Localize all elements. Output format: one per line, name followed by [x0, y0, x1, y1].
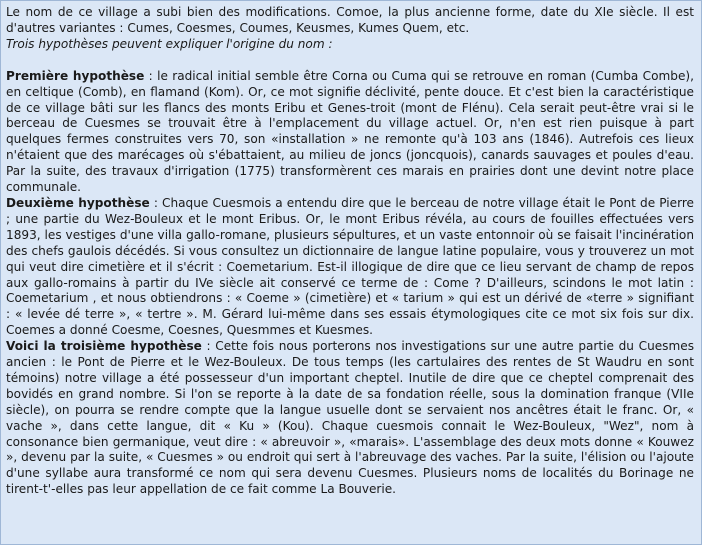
- hypothesis-3-title: Voici la troisième hypothèse: [6, 339, 202, 354]
- hypothesis-1-title: Première hypothèse: [6, 68, 145, 83]
- hypothesis-1-text: : le radical initial semble être Corna ou Cuma qui se retrouve en roman (Cumba Combe), en celtique (Comb), en flamand (Kom). Or, ce mot signifie déclivité, pente douce. Et c'est bien la caractéristique de ce village bâti sur les flancs des monts Eribu et Genes-troit (mont de Flénu). Cela serait peut-être vrai si le berceau de Cuesmes se trouvait être à l'emplacement du village actuel. Or, n'en est rien puisque à part quelques fermes construites vers 70, son «installation » ne remonte qu'à 103 ans (1846). Autrefois ces lieux n'étaient que des marécages où s'ébattaient, au milieu de joncs (joncquois), canards sauvages et poules d'eau. Par la suite, des travaux d'irrigation (1775) transformèrent ces marais en prairies dont une devint notre place communale.: [6, 68, 694, 195]
- intro-paragraph: Le nom de ce village a subi bien des modifications. Comoe, la plus ancienne forme, date du XIe siècle. Il est d'autres variantes : Cumes, Coesmes, Coumes, Keusmes, Kumes Quem, etc.: [6, 5, 694, 35]
- intro-question: Trois hypothèses peuvent expliquer l'origine du nom :: [6, 36, 333, 51]
- hypothesis-3: [6, 339, 694, 498]
- spacer: [6, 53, 694, 69]
- hypothesis-2: [6, 196, 694, 339]
- hypothesis-1: [6, 69, 694, 196]
- hypothesis-3-text: : Cette fois nous porterons nos investigations sur une autre partie du Cuesmes ancien : le Pont de Pierre et le Wez-Bouleux. De tous temps (les cartulaires des rentes de St Waudru en sont témoins) notre village a été possesseur d'un important cheptel. Inutile de dire que ce cheptel comprenait des bovidés en grand nombre. Si l'on se reporte à la date de sa fondation réelle, sous la domination franque (VIIe siècle), on pourra se rendre compte que la langue usuelle dont se servaient nos ancêtres était le franc. Or, « vache », dans cette langue, dit « Ku » (Kou). Chaque cuesmois connait le Wez-Bouleux, "Wez", nom à consonance bien germanique, veut dire : « abreuvoir », «marais». L'assemblage des deux mots donne « Kouwez », devenu par la suite, « Cuesmes » ou endroit qui sert à l'abreuvage des vaches. Par la suite, l'élision ou l'ajoute d'une syllabe aura transformé ce nom qui sera devenu Cuesmes. Plusieurs noms de localités du Borinage ne tirent-t'-elles pas leur appellation de ce fait comme La Bouverie.: [6, 339, 694, 497]
- hypothesis-2-text: : Chaque Cuesmois a entendu dire que le berceau de notre village était le Pont de Pierre ; une partie du Wez-Bouleux et le mont Eribus. Or, le mont Eribus révéla, au cours de fouilles effectuées vers 1893, les vestiges d'une villa gallo-romane, plusieurs sépultures, et un vaste entonnoir où se faisait l'incinération des chefs gaulois décédés. Si vous consultez un dictionnaire de langue latine populaire, vous y trouverez un mot qui veut dire cimetière et il s'écrit : Coemetarium. Est-il illogique de dire que ce lieu servant de champ de repos aux gallo-romains à partir du IVe siècle ait conservé ce terme de : Come ? D'ailleurs, scindons le mot latin : Coemetarium , et nous obtiendrons : « Coeme » (cimetière) et « tarium » qui est un dérivé de «terre » signifiant : « levée dé terre », « tertre ». M. Gérard lui-même dans ses essais étymologiques cite ce mot six fois sur dix. Coemes a donné Coesme, Coesnes, Quesmmes et Kuesmes.: [6, 195, 694, 338]
- hypothesis-2-title: Deuxième hypothèse: [6, 195, 150, 210]
